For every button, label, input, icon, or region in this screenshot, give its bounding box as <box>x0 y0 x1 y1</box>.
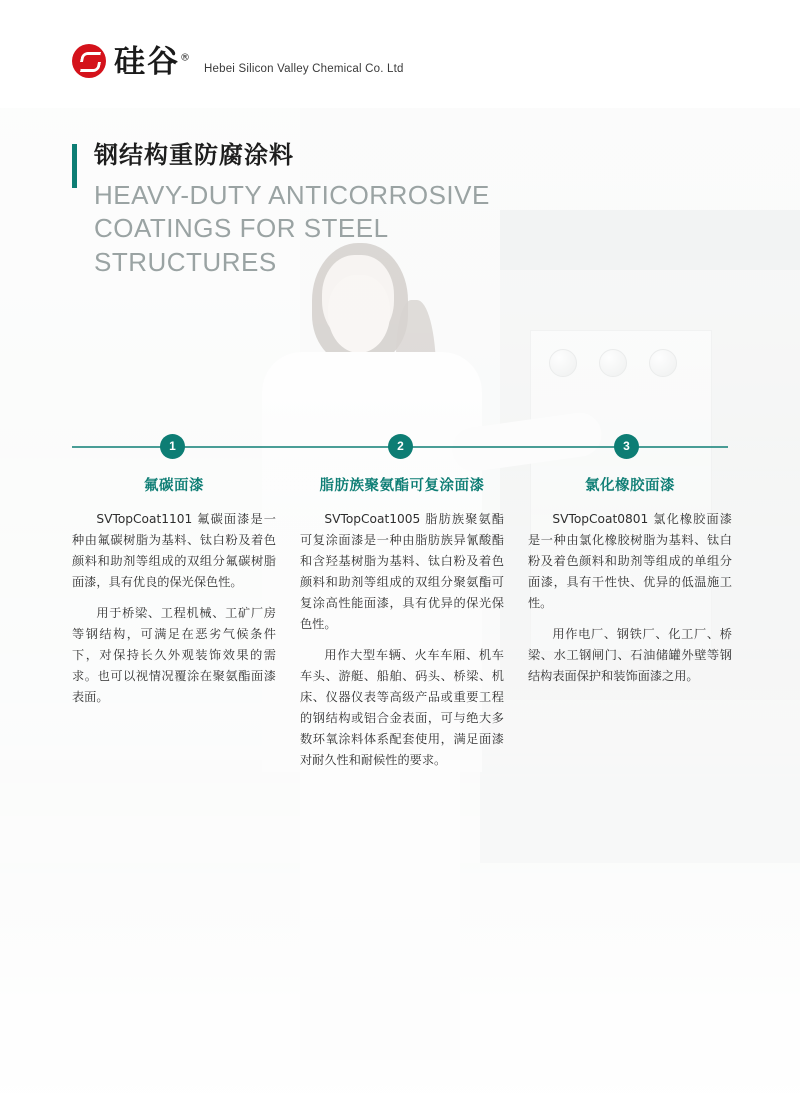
product-column-1 <box>72 474 276 781</box>
logo-chinese-name <box>114 44 192 80</box>
product-paragraph: 用作电厂、钢铁厂、化工厂、桥梁、水工钢闸门、石油储罐外壁等钢结构表面保护和装饰面漆之用。 <box>528 626 732 683</box>
sv-monogram-icon <box>72 44 106 78</box>
product-column-2 <box>300 474 504 781</box>
logo-chinese-text: 硅谷 <box>114 44 180 80</box>
product-paragraph: SVTopCoat0801 氯化橡胶面漆是一种由氯化橡胶树脂为基料、钛白粉及着色颜料和助剂等组成的单组分面漆，具有干性快、优异的低温施工性。 <box>528 512 732 610</box>
title-english: HEAVY-DUTY ANTICORROSIVE COATINGS FOR STEEL STRUCTURES <box>94 180 490 277</box>
timeline-marker-3: 3 <box>614 434 639 459</box>
product-title-3: 氯化橡胶面漆 <box>585 478 675 494</box>
product-paragraph: SVTopCoat1101 氟碳面漆是一种由氟碳树脂为基料、钛白粉及着色颜料和助剂等组成的双组分氟碳树脂面漆，具有优良的保光保色性。 <box>72 512 276 589</box>
product-paragraph: 用于桥梁、工程机械、工矿厂房等钢结构，可满足在恶劣气候条件下，对保持长久外观装饰效果的需求。也可以视情况覆涂在聚氨酯面漆表面。 <box>72 605 276 704</box>
product-columns <box>72 474 732 781</box>
page-title <box>72 140 564 279</box>
page-header <box>0 0 800 108</box>
title-chinese: 钢结构重防腐涂料 <box>94 141 294 169</box>
timeline-marker-1: 1 <box>160 434 185 459</box>
product-title-1: 氟碳面漆 <box>144 478 204 494</box>
registered-trademark-icon: ® <box>180 52 192 64</box>
product-paragraph: 用作大型车辆、火车车厢、机车车头、游艇、船舶、码头、桥梁、机床、仪器仪表等高级产品或重要工程的钢结构或铝合金表面，可与绝大多数环氧涂料体系配套使用，满足面漆对耐久性和耐候性的要求。 <box>300 647 504 767</box>
product-column-3 <box>528 474 732 781</box>
company-logo <box>72 44 404 78</box>
section-timeline <box>72 439 728 453</box>
company-english-name: Hebei Silicon Valley Chemical Co. Ltd <box>204 63 404 75</box>
product-paragraph: SVTopCoat1005 脂肪族聚氨酯可复涂面漆是一种由脂肪族异氰酸酯和含羟基树脂为基料、钛白粉及着色颜料和助剂等组成的双组分聚氨酯可复涂高性能面漆，具有优异的保光保色性。 <box>300 512 504 631</box>
title-accent-bar <box>72 144 77 188</box>
product-title-2: 脂肪族聚氨酯可复涂面漆 <box>319 478 485 494</box>
timeline-marker-2: 2 <box>388 434 413 459</box>
